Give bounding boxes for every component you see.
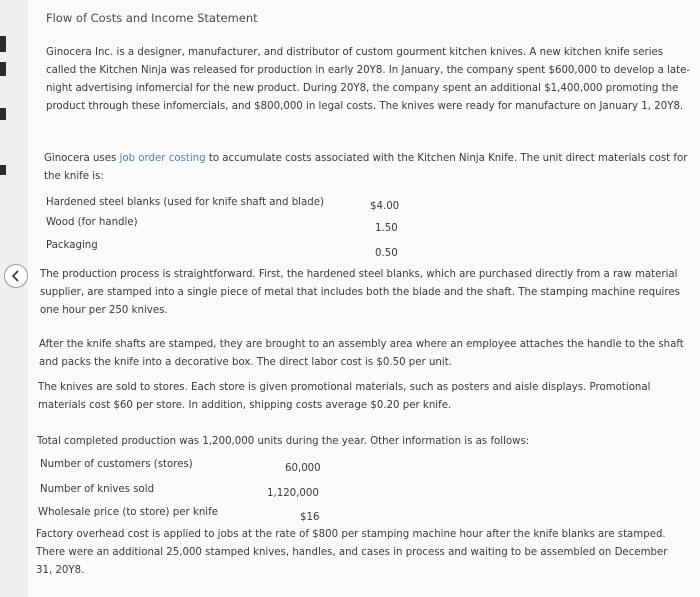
info-label-customers: Number of customers (stores) <box>40 459 193 470</box>
job-order-costing-link[interactable]: job order costing <box>119 153 206 164</box>
info-label-knives-sold: Number of knives sold <box>40 484 155 495</box>
left-gutter <box>0 0 28 597</box>
costing-text-after: to accumulate costs associated with the Kitchen Ninja Knife. The unit direct materials cost for the knife is: <box>44 153 688 182</box>
material-value-wood: 1.50 <box>375 223 398 234</box>
production-total-paragraph: Total completed production was 1,200,000 units during the year. Other information is as follows: <box>37 436 530 447</box>
costing-text-before: Ginocera uses <box>44 153 120 164</box>
intro-paragraph: Ginocera Inc. is a designer, manufacturer, and distributor of custom gourment kitchen knives. A new kitchen knife series called the Kitchen Ninja was released for production in early 20Y8. In January, the company spent $600,000 to develop a late-night advertising infomercial for the new product. During 20Y8, the company spent an additional $1,400,000 promoting the product through these infomercials, and $800,000 in legal costs. The knives were ready for manufacture on January 1, 20Y8. <box>46 47 691 112</box>
material-label-packaging: Packaging <box>46 240 98 251</box>
material-label-steel: Hardened steel blanks (used for knife shaft and blade) <box>46 197 324 208</box>
info-label-wholesale-price: Wholesale price (to store) per knife <box>38 507 218 518</box>
info-value-knives-sold: 1,120,000 <box>267 488 319 499</box>
material-value-packaging: 0.50 <box>375 248 398 259</box>
gutter-marker <box>0 36 6 52</box>
chevron-left-icon <box>10 270 22 282</box>
page-title: Flow of Costs and Income Statement <box>46 11 258 25</box>
info-value-customers: 60,000 <box>285 463 321 474</box>
back-button[interactable] <box>4 264 28 288</box>
material-label-wood: Wood (for handle) <box>46 217 138 228</box>
assembly-paragraph: After the knife shafts are stamped, they are brought to an assembly area where an employee attaches the handle to the shaft and packs the knife into a decorative box. The direct labor cost is $0.50 per unit. <box>39 339 684 368</box>
production-paragraph: The production process is straightforward. First, the hardened steel blanks, which are purchased directly from a raw material supplier, are stamped into a single piece of metal that includes both the blade and the shaft. The stamping machine requires one hour per 250 knives. <box>40 269 680 316</box>
gutter-marker <box>0 165 6 175</box>
material-value-steel: $4.00 <box>370 201 400 212</box>
info-value-wholesale-price: $16 <box>300 512 320 523</box>
gutter-marker <box>0 62 6 76</box>
gutter-marker <box>0 108 6 120</box>
overhead-paragraph: Factory overhead cost is applied to jobs at the rate of $800 per stamping machine hour after the knife blanks are stamped. There were an additional 25,000 stamped knives, handles, and cases in process and waiting to be assembled on December 31, 20Y8. <box>36 529 668 576</box>
costing-paragraph <box>44 150 694 186</box>
sales-paragraph: The knives are sold to stores. Each store is given promotional materials, such as posters and aisle displays. Promotional materials cost $60 per store. In addition, shipping costs average $0.20 per knife. <box>38 382 651 411</box>
